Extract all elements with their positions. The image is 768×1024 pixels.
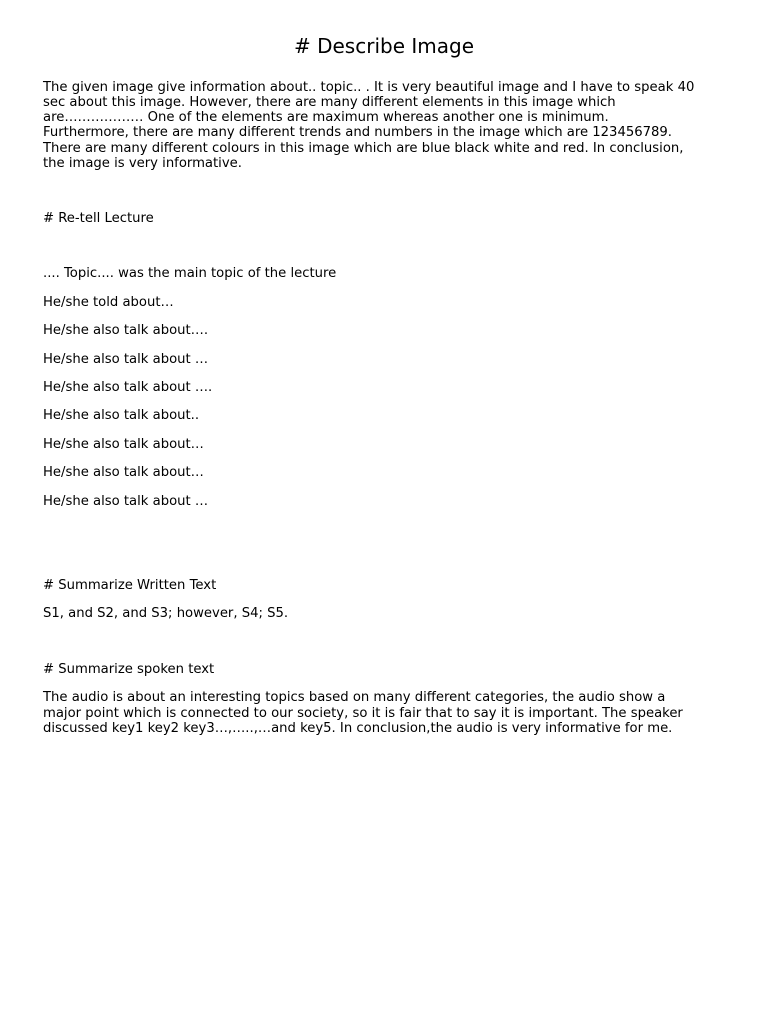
list-item: He/she also talk about… [43,437,204,452]
paragraph-line: Furthermore, there are many different trends and numbers in the image which are 123456789. [43,125,672,140]
paragraph-line: are……………… One of the elements are maximum whereas another one is minimum. [43,110,609,125]
paragraph-line: the image is very informative. [43,156,242,171]
summarize-spoken-heading: # Summarize spoken text [43,662,215,677]
list-item: He/she told about… [43,295,174,310]
list-item: He/she also talk about…. [43,323,209,338]
list-item: He/she also talk about.. [43,408,200,423]
list-item: He/she also talk about … [43,494,209,509]
summarize-written-text: S1, and S2, and S3; however, S4; S5. [43,606,289,621]
paragraph-line: major point which is connected to our society, so it is fair that to say it is important. The speaker [43,706,683,721]
paragraph-line: There are many different colours in this image which are blue black white and red. In conclusion, [43,141,684,156]
paragraph-line: The audio is about an interesting topics based on many different categories, the audio show a [43,690,666,705]
paragraph-line: The given image give information about.. topic.. . It is very beautiful image and I have to speak 40 [43,80,695,95]
retell-lecture-heading: # Re-tell Lecture [43,211,154,226]
paragraph-line: sec about this image. However, there are many different elements in this image which [43,95,616,110]
paragraph-line: discussed key1 key2 key3…,…..,…and key5. In conclusion,the audio is very informative for me. [43,721,673,736]
list-item: He/she also talk about… [43,465,204,480]
summarize-written-heading: # Summarize Written Text [43,578,217,593]
document-title: # Describe Image [293,34,474,58]
list-item: He/she also talk about …. [43,380,213,395]
list-item: .... Topic.... was the main topic of the lecture [43,266,337,281]
list-item: He/she also talk about … [43,352,209,367]
